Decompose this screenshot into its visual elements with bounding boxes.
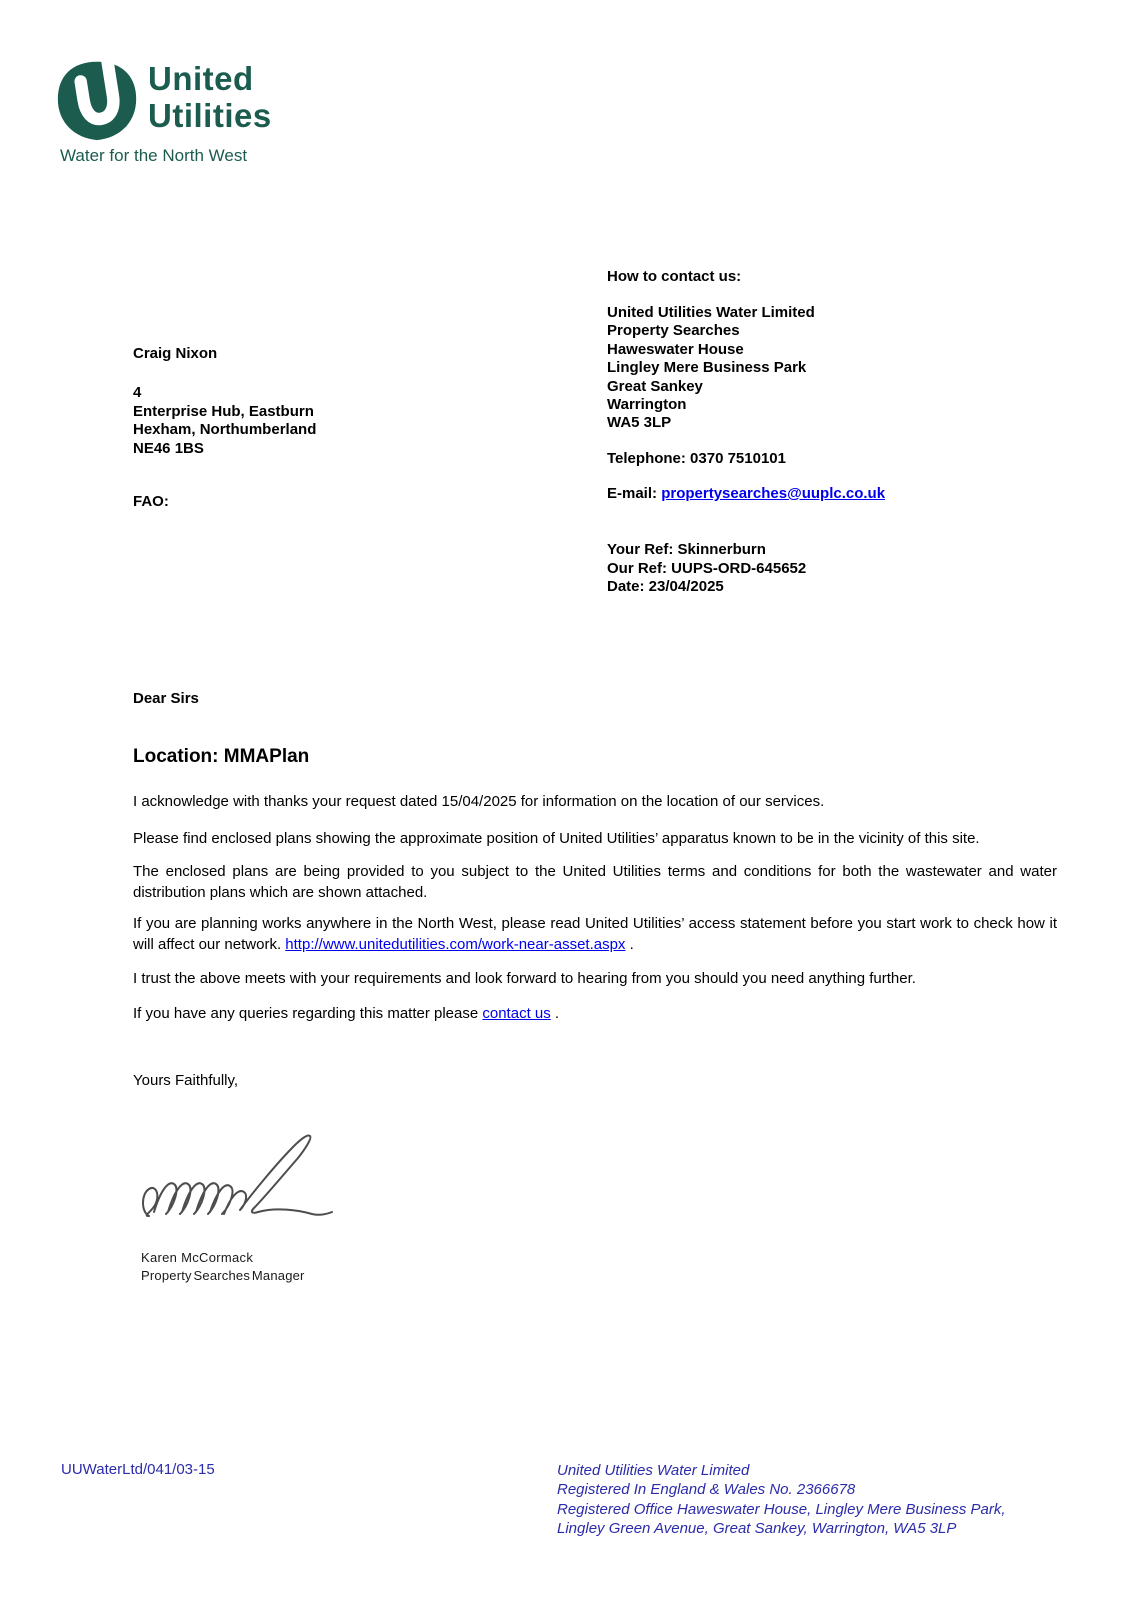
logo-wordmark-line1: United [148, 60, 254, 97]
your-ref: Your Ref: Skinnerburn [607, 541, 766, 558]
contact-address-line: Haweswater House [607, 340, 744, 358]
recipient-address [133, 384, 316, 458]
logo-wordmark [148, 60, 272, 134]
contact-address-line: Warrington [607, 396, 687, 414]
paragraph-queries [133, 1003, 1057, 1024]
email-line [607, 485, 885, 502]
signatory-title: Property Searches Manager [141, 1268, 305, 1283]
contact-address-line: WA5 3LP [607, 414, 672, 432]
paragraph-access-period: . [625, 936, 634, 953]
footer-company-line: Registered In England & Wales No. 2366678 [557, 1481, 856, 1499]
salutation: Dear Sirs [133, 690, 199, 707]
email-label: E-mail: [607, 485, 662, 502]
work-near-asset-link[interactable]: http://www.unitedutilities.com/work-near-asset.aspx [285, 936, 626, 953]
paragraph-access-text: If you are planning works anywhere in the North West, please read United Utilities’ access statement before you start work to check how it will affect our network. [133, 915, 1057, 953]
paragraph-access-statement [133, 913, 1057, 955]
location-heading: Location: MMAPlan [133, 746, 310, 767]
recipient-address-line: 4 [133, 384, 142, 401]
signature-image [133, 1122, 353, 1234]
contact-address [607, 304, 815, 433]
paragraph-queries-period: . [550, 1005, 560, 1022]
email-link[interactable]: propertysearches@uuplc.co.uk [661, 485, 886, 502]
footer-company-details [557, 1461, 1006, 1538]
paragraph-queries-text: If you have any queries regarding this matter please [133, 1005, 483, 1022]
united-utilities-logo-icon [53, 56, 141, 142]
recipient-name: Craig Nixon [133, 345, 218, 362]
letter-date: Date: 23/04/2025 [607, 578, 724, 595]
contact-heading: How to contact us: [607, 268, 742, 285]
contact-address-line: Lingley Mere Business Park [607, 359, 807, 377]
contact-us-link[interactable]: contact us [482, 1005, 551, 1022]
fao-label: FAO: [133, 493, 169, 510]
footer-company-line: Lingley Green Avenue, Great Sankey, Warrington, WA5 3LP [557, 1519, 957, 1537]
recipient-address-line: Hexham, Northumberland [133, 421, 317, 439]
paragraph-acknowledge: I acknowledge with thanks your request dated 15/04/2025 for information on the location of our services. [133, 793, 825, 810]
contact-address-line: Property Searches [607, 322, 740, 340]
reference-block [607, 541, 806, 597]
recipient-address-line: NE46 1BS [133, 439, 204, 457]
paragraph-requirements: I trust the above meets with your requirements and look forward to hearing from you should you need anything further. [133, 970, 916, 987]
contact-address-line: Great Sankey [607, 377, 703, 395]
footer-company-line: United Utilities Water Limited [557, 1462, 750, 1479]
telephone-line: Telephone: 0370 7510101 [607, 450, 786, 467]
recipient-address-line: Enterprise Hub, Eastburn [133, 402, 314, 420]
contact-address-line: United Utilities Water Limited [607, 304, 815, 321]
footer-document-code: UUWaterLtd/041/03-15 [61, 1461, 215, 1478]
paragraph-enclosed-plans: Please find enclosed plans showing the approximate position of United Utilities’ apparatus known to be in the vicinity of this site. [133, 830, 980, 847]
closing-valediction: Yours Faithfully, [133, 1072, 239, 1089]
signatory-name: Karen McCormack [141, 1250, 254, 1265]
paragraph-terms: The enclosed plans are being provided to you subject to the United Utilities terms and conditions for both the wastewater and water distribution plans which are shown attached. [133, 863, 1057, 901]
our-ref: Our Ref: UUPS-ORD-645652 [607, 559, 807, 577]
logo-wordmark-line2: Utilities [148, 97, 272, 134]
brand-tagline: Water for the North West [60, 146, 248, 165]
footer-company-line: Registered Office Haweswater House, Lingley Mere Business Park, [557, 1500, 1006, 1518]
